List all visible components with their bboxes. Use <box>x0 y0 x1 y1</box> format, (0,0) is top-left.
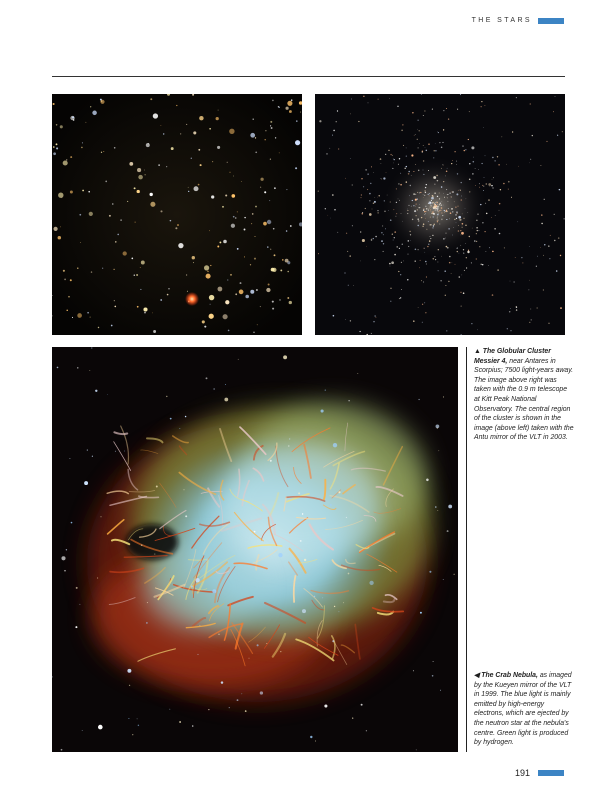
section-tab-marker <box>538 18 564 24</box>
cluster-center-photo <box>52 94 302 335</box>
page-number: 191 <box>514 768 530 778</box>
caption-title: The Globular Cluster Messier 4, <box>474 348 551 365</box>
crab-nebula-image <box>52 347 458 752</box>
caption-title: The Crab Nebula, <box>481 672 538 679</box>
caption-body: as imaged by the Kueyen mirror of the VLT in 1999. The blue light is mainly emitted by high-energy electrons, which are ejected by the neutron star at the nebula's centre. Green light is produced by hydrogen. <box>474 672 572 747</box>
running-head <box>472 17 564 24</box>
crab-nebula-photo <box>52 347 458 752</box>
caption-body: near Antares in Scorpius; 7500 light-years away. The image above right was taken with the 0.9 m telescope at Kitt Peak National Observatory. The central region of the cluster is shown in the image (above left) taken with the Antu mirror of the VLT in 2003. <box>474 357 574 442</box>
caption-marker-up: ▲ <box>474 348 481 355</box>
caption-marker-left: ◀ <box>474 672 480 679</box>
section-title: THE STARS <box>471 17 532 24</box>
caption-globular-cluster <box>474 347 574 443</box>
header-rule <box>52 76 565 77</box>
cluster-center-image <box>52 94 302 335</box>
caption-crab-nebula <box>474 671 574 748</box>
globular-cluster-image <box>315 94 565 335</box>
caption-rule <box>466 347 467 752</box>
page-footer <box>515 768 564 778</box>
globular-cluster-photo <box>315 94 565 335</box>
footer-tab-marker <box>538 770 564 776</box>
